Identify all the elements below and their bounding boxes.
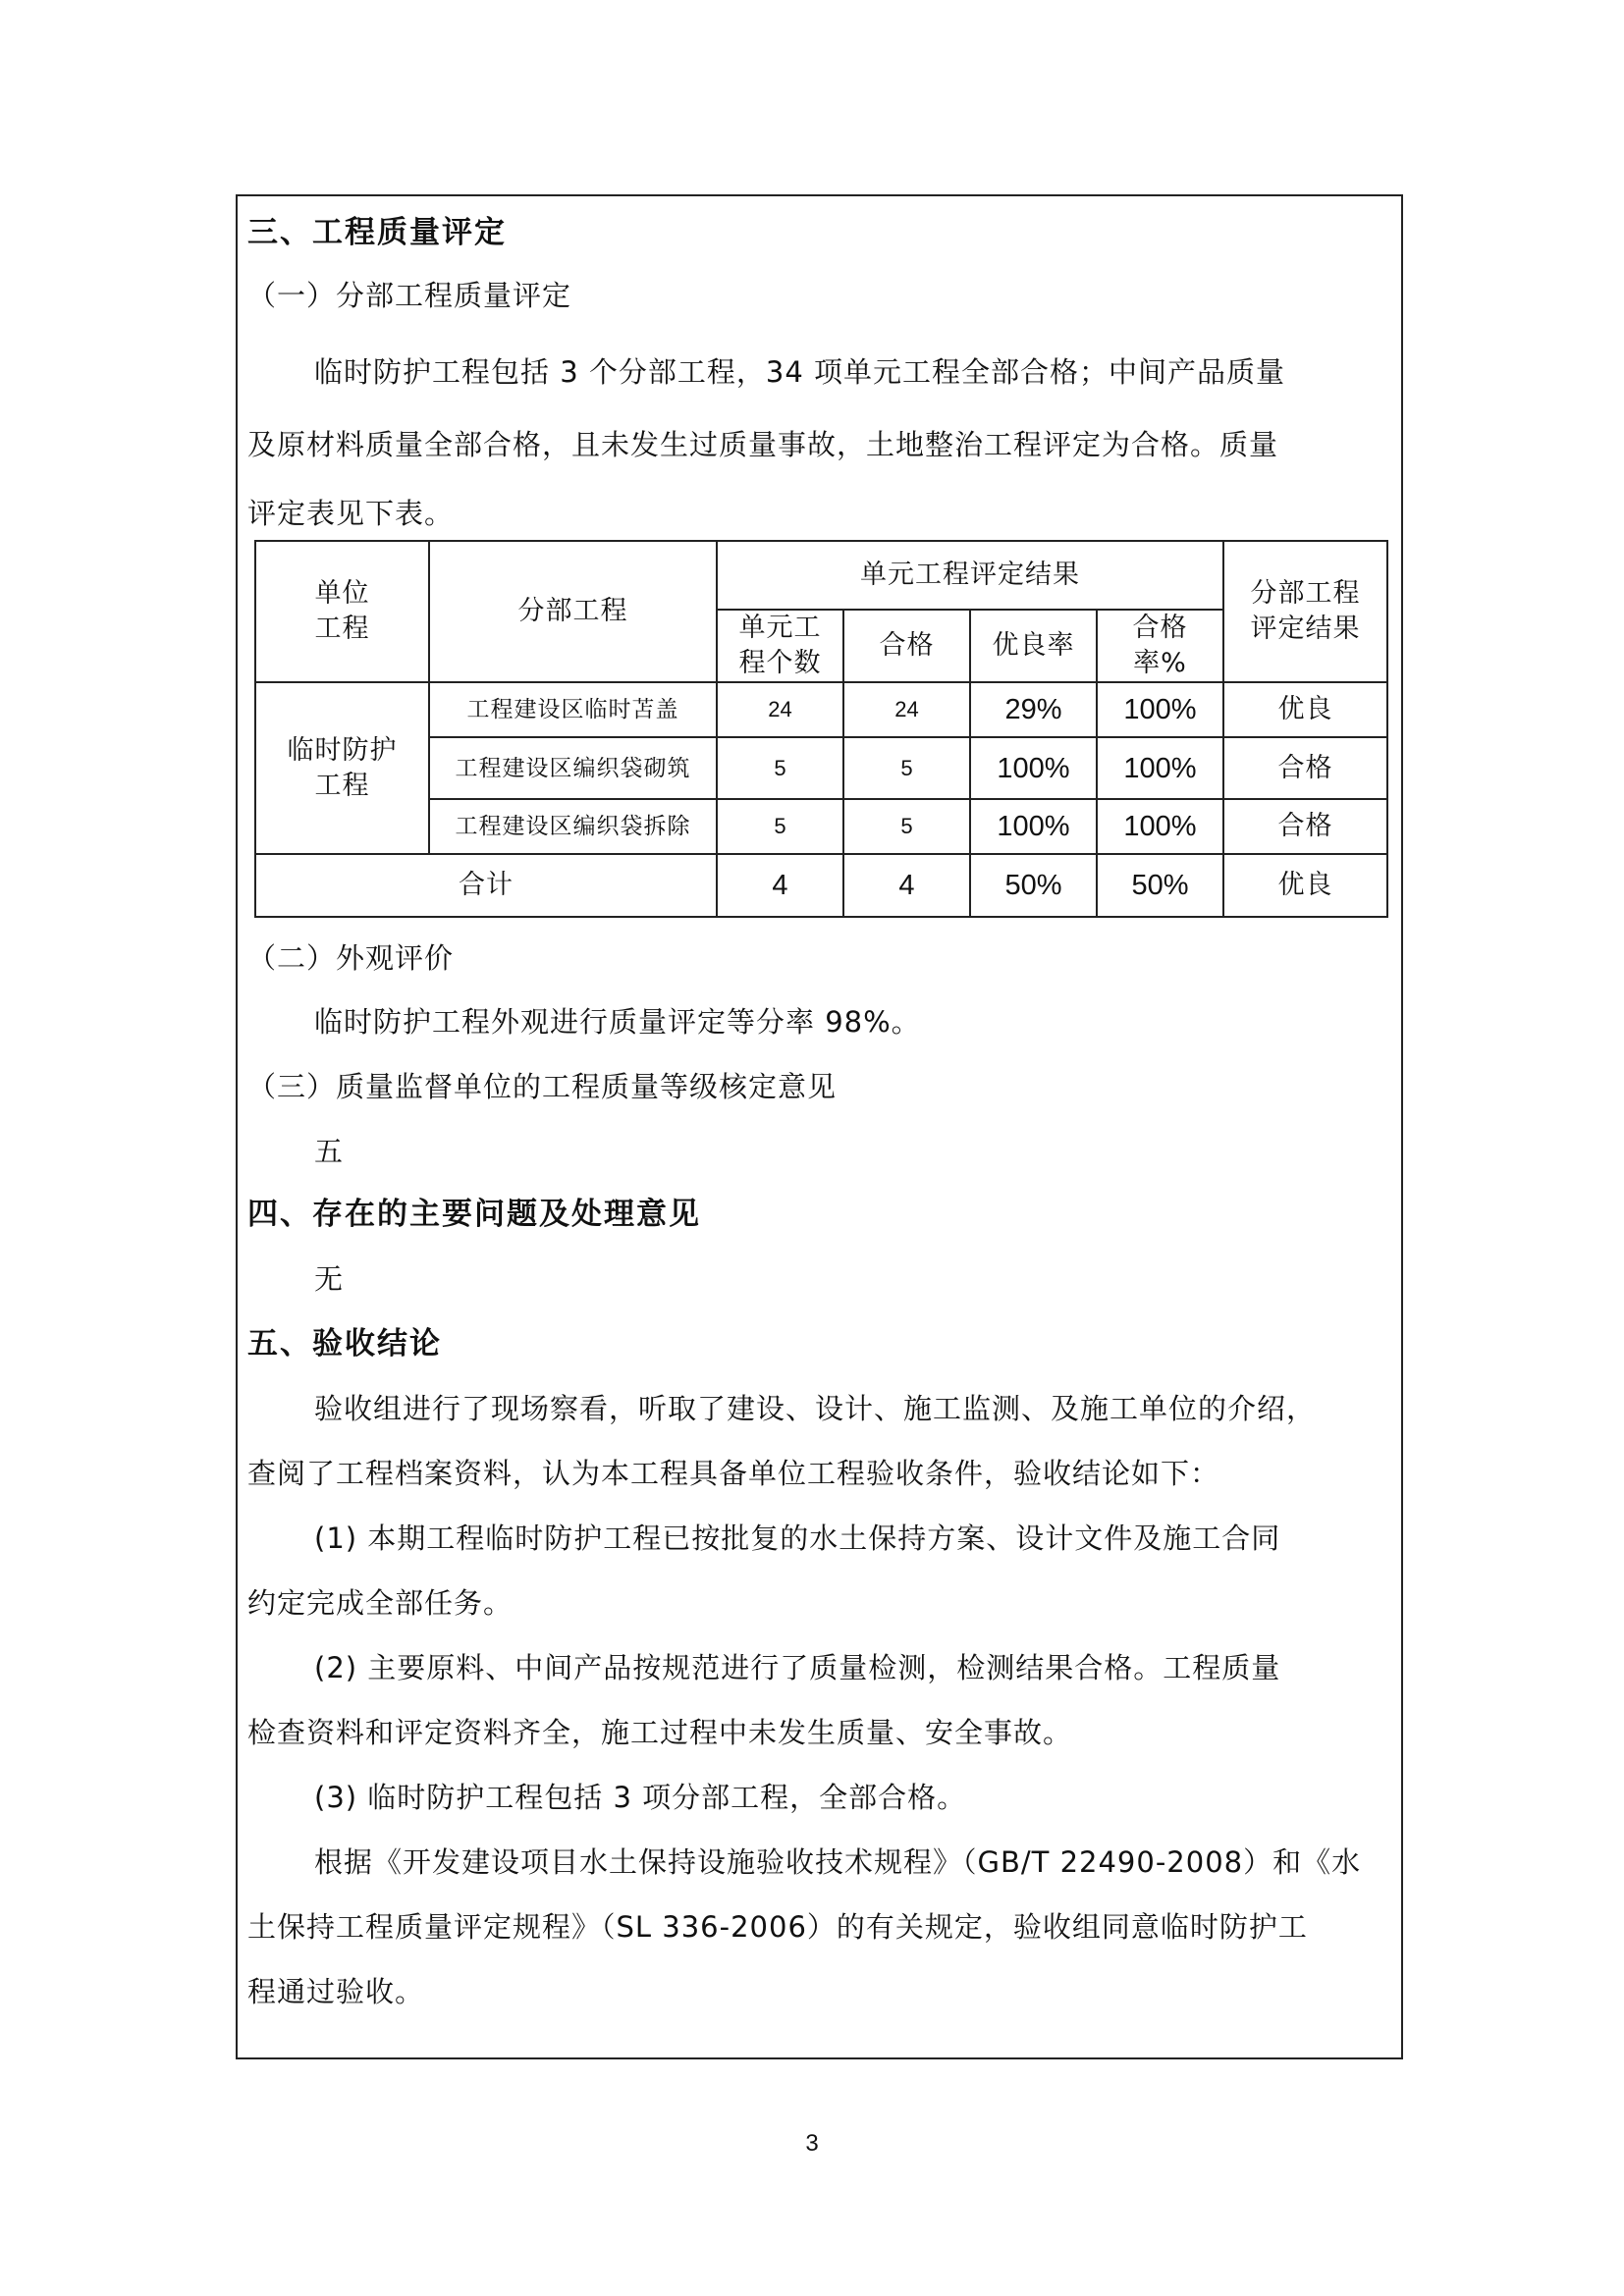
count-cell: 5	[717, 799, 843, 854]
pass-cell: 24	[843, 682, 970, 737]
section3-para-line2: 及原材料质量全部合格，且未发生过质量事故，土地整治工程评定为合格。质量	[247, 428, 1279, 461]
pass-cell: 5	[843, 737, 970, 799]
branch-result-cell: 合格	[1223, 799, 1387, 854]
header-pass-rate: 合格率%	[1097, 610, 1223, 682]
section4-title: 四、存在的主要问题及处理意见	[247, 1197, 701, 1232]
branch-cell: 工程建设区编织袋拆除	[429, 799, 717, 854]
section3-sub3-text: 五	[314, 1135, 345, 1168]
section5-line4: 约定完成全部任务。	[247, 1586, 514, 1620]
section3-sub2-text: 临时防护工程外观进行质量评定等分率 98%。	[314, 1005, 921, 1039]
section5-line3: (1) 本期工程临时防护工程已按批复的水土保持方案、设计文件及施工合同	[314, 1522, 1281, 1555]
section5-line1: 验收组进行了现场察看，听取了建设、设计、施工监测、及施工单位的介绍，	[314, 1392, 1317, 1425]
unit-name-cell: 临时防护工程	[255, 682, 429, 854]
section5-line2: 查阅了工程档案资料，认为本工程具备单位工程验收条件，验收结论如下：	[247, 1457, 1220, 1490]
header-result-group: 单元工程评定结果	[717, 541, 1223, 610]
section3-sub3: （三）质量监督单位的工程质量等级核定意见	[247, 1070, 838, 1103]
header-pass: 合格	[843, 610, 970, 682]
pass-cell: 5	[843, 799, 970, 854]
excellent-rate-cell: 100%	[970, 737, 1097, 799]
pass-rate-cell: 100%	[1097, 799, 1223, 854]
page-number: 3	[805, 2130, 819, 2157]
section5-line7: (3) 临时防护工程包括 3 项分部工程，全部合格。	[314, 1781, 967, 1814]
header-count: 单元工程个数	[717, 610, 843, 682]
section5-line9: 土保持工程质量评定规程》（SL 336-2006）的有关规定，验收组同意临时防护工	[247, 1910, 1308, 1944]
section5-line6: 检查资料和评定资料齐全，施工过程中未发生质量、安全事故。	[247, 1716, 1073, 1749]
excellent-rate-cell: 100%	[970, 799, 1097, 854]
section3-sub2: （二）外观评价	[247, 941, 455, 975]
table-total-row	[255, 854, 1387, 917]
header-branch: 分部工程	[429, 541, 717, 682]
section3-title: 三、工程质量评定	[247, 215, 507, 250]
branch-cell: 工程建设区临时苫盖	[429, 682, 717, 737]
section5-line10: 程通过验收。	[247, 1975, 425, 2008]
table-row	[255, 682, 1387, 737]
total-result: 优良	[1223, 854, 1387, 917]
excellent-rate-cell: 29%	[970, 682, 1097, 737]
count-cell: 24	[717, 682, 843, 737]
total-count: 4	[717, 854, 843, 917]
section5-line8: 根据《开发建设项目水土保持设施验收技术规程》（GB/T 22490-2008）和《水	[314, 1845, 1362, 1879]
total-excellent-rate: 50%	[970, 854, 1097, 917]
total-pass-rate: 50%	[1097, 854, 1223, 917]
quality-table	[254, 540, 1388, 918]
section3-para-line3: 评定表见下表。	[247, 497, 455, 530]
section5-line5: (2) 主要原料、中间产品按规范进行了质量检测，检测结果合格。工程质量	[314, 1651, 1281, 1684]
branch-result-cell: 优良	[1223, 682, 1387, 737]
pass-rate-cell: 100%	[1097, 682, 1223, 737]
pass-rate-cell: 100%	[1097, 737, 1223, 799]
branch-result-cell: 合格	[1223, 737, 1387, 799]
total-pass: 4	[843, 854, 970, 917]
branch-cell: 工程建设区编织袋砌筑	[429, 737, 717, 799]
section3-para-line1: 临时防护工程包括 3 个分部工程，34 项单元工程全部合格；中间产品质量	[314, 355, 1286, 389]
header-unit: 单位工程	[255, 541, 429, 682]
section4-text: 无	[314, 1262, 345, 1296]
section3-sub1: （一）分部工程质量评定	[247, 279, 572, 312]
header-branch-result: 分部工程评定结果	[1223, 541, 1387, 682]
total-label: 合计	[255, 854, 717, 917]
section5-title: 五、验收结论	[247, 1326, 442, 1362]
header-excellent-rate: 优良率	[970, 610, 1097, 682]
count-cell: 5	[717, 737, 843, 799]
